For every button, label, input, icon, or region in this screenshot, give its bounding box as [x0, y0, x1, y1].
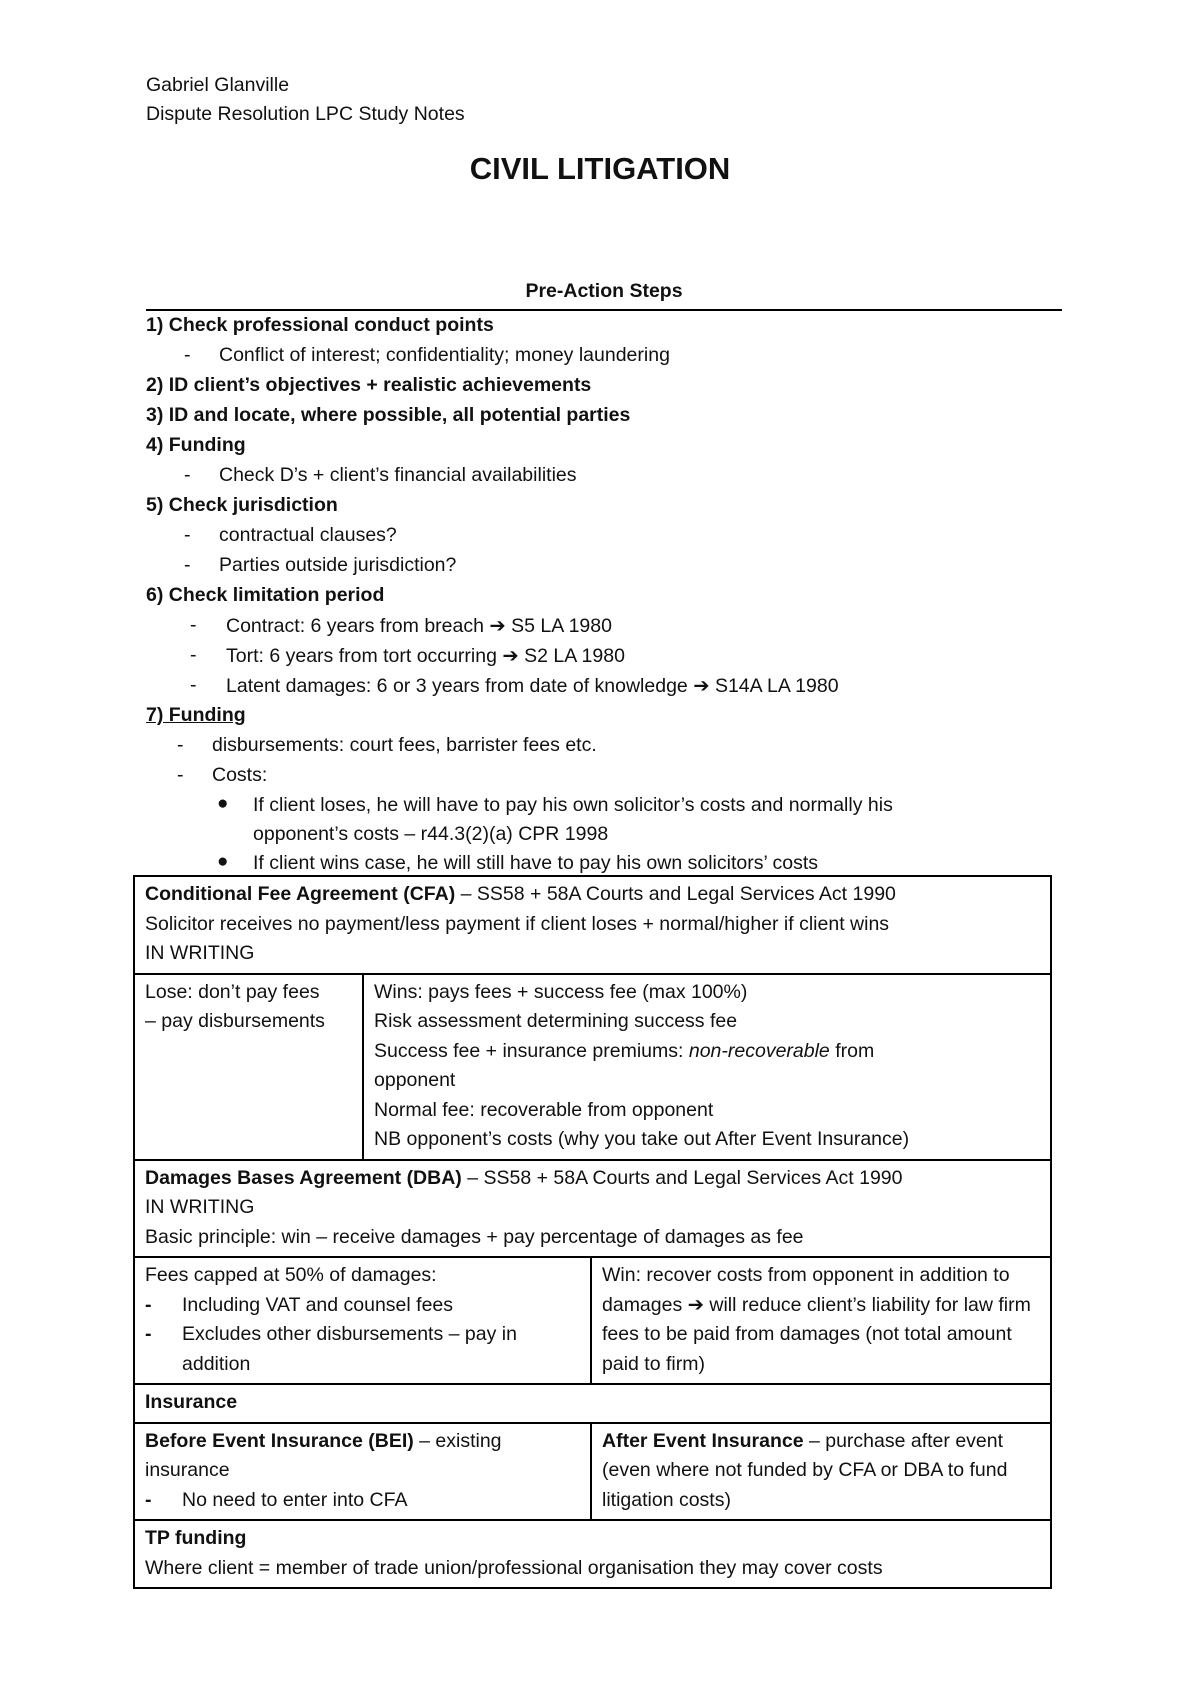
- cfa-description: Solicitor receives no payment/less payment if client loses + normal/higher if client wins: [145, 912, 890, 935]
- cfa-win-line-4: opponent: [374, 1069, 456, 1091]
- table-row: [134, 1423, 1051, 1521]
- cfa-win-cell: [363, 974, 1051, 1160]
- dash-marker: -: [177, 734, 184, 756]
- bei-rest: – existing insurance: [145, 1429, 502, 1481]
- step-5: 5) Check jurisdiction: [146, 494, 338, 516]
- step-5-detail-2: Parties outside jurisdiction?: [219, 554, 457, 576]
- step-4-detail: Check D’s + client’s financial availabilities: [219, 464, 577, 486]
- dash-marker: -: [184, 554, 191, 576]
- dba-title: Damages Bases Agreement (DBA): [145, 1166, 462, 1189]
- document-subtitle: Dispute Resolution LPC Study Notes: [146, 103, 465, 125]
- cfa-in-writing: IN WRITING: [145, 942, 255, 964]
- dash-marker: -: [184, 524, 191, 546]
- step-7: 7) Funding: [146, 704, 246, 726]
- insurance-heading: Insurance: [134, 1384, 1051, 1423]
- cfa-win-line-1: Wins: pays fees + success fee (max 100%): [374, 980, 748, 1003]
- cfa-win-line-5: Normal fee: recoverable from opponent: [374, 1098, 714, 1121]
- dash-marker: -: [190, 614, 197, 636]
- dash-marker: -: [190, 674, 197, 696]
- section-rule: [146, 309, 1062, 311]
- cfa-win-line-3a: Success fee + insurance premiums:: [374, 1039, 689, 1062]
- cfa-win-line-6: NB opponent’s costs (why you take out After Event Insurance): [374, 1128, 910, 1150]
- step-7-detail-2: Costs:: [212, 764, 268, 786]
- dash-marker: -: [184, 344, 191, 366]
- step-6-detail-1: Contract: 6 years from breach ➔ S5 LA 1980: [226, 615, 612, 637]
- bullet-dot: ●: [217, 793, 229, 814]
- tp-title: TP funding: [145, 1527, 247, 1549]
- dba-left-cell: [134, 1257, 591, 1384]
- step-6-detail-3: Latent damages: 6 or 3 years from date of knowledge ➔ S14A LA 1980: [226, 675, 839, 697]
- dba-in-writing: IN WRITING: [145, 1196, 255, 1218]
- funding-table: [133, 875, 1052, 1589]
- step-5-detail-1: contractual clauses?: [219, 524, 397, 546]
- bei-list: [145, 1486, 580, 1516]
- step-1-detail: Conflict of interest; confidentiality; money laundering: [219, 344, 670, 366]
- cfa-lose-cell: [134, 974, 363, 1160]
- list-item: - Excludes other disbursements – pay in addition: [145, 1320, 580, 1379]
- table-row: [134, 1384, 1051, 1423]
- cfa-lose-line-2: – pay disbursements: [145, 1010, 325, 1032]
- table-row: [134, 1257, 1051, 1384]
- tp-description: Where client = member of trade union/professional organisation they may cover costs: [145, 1556, 883, 1579]
- cfa-win-line-3c: from: [829, 1039, 875, 1062]
- cfa-win-line-2: Risk assessment determining success fee: [374, 1010, 738, 1032]
- section-heading: Pre-Action Steps: [525, 280, 683, 302]
- bullet-dot: ●: [217, 851, 229, 872]
- aei-rest: – purchase after event (even where not funded by CFA or DBA to fund litigation costs): [602, 1429, 1008, 1511]
- step-7-detail-1: disbursements: court fees, barrister fees etc.: [212, 734, 597, 756]
- costs-bullet-1-line-1: If client loses, he will have to pay his own solicitor’s costs and normally his: [253, 794, 893, 816]
- aei-cell: [591, 1423, 1051, 1521]
- step-1: 1) Check professional conduct points: [146, 314, 494, 336]
- cfa-header-cell: [134, 876, 1051, 974]
- table-row: [134, 974, 1051, 1160]
- author-name: Gabriel Glanville: [146, 74, 290, 96]
- list-item: - Including VAT and counsel fees: [145, 1291, 580, 1321]
- dba-cap-list: [145, 1291, 580, 1380]
- step-4: 4) Funding: [146, 434, 246, 456]
- costs-bullet-2: If client wins case, he will still have to pay his own solicitors’ costs: [253, 852, 818, 874]
- dba-cap: Fees capped at 50% of damages:: [145, 1264, 437, 1286]
- dba-title-rest: – SS58 + 58A Courts and Legal Services Act 1990: [461, 1166, 903, 1189]
- aei-title: After Event Insurance: [602, 1429, 804, 1452]
- table-row: [134, 1160, 1051, 1258]
- cfa-title-rest: – SS58 + 58A Courts and Legal Services Act 1990: [455, 883, 896, 905]
- step-3: 3) ID and locate, where possible, all potential parties: [146, 404, 631, 426]
- costs-bullet-1-line-2: opponent’s costs – r44.3(2)(a) CPR 1998: [253, 823, 609, 845]
- dash-marker: -: [190, 644, 197, 666]
- dba-header-cell: [134, 1160, 1051, 1258]
- list-item: - No need to enter into CFA: [145, 1486, 580, 1516]
- dba-right-cell: Win: recover costs from opponent in addition to damages ➔ will reduce client’s liability for law firm fees to be paid from damages (not total amount paid to firm): [591, 1257, 1051, 1384]
- cfa-win-line-3b: non-recoverable: [688, 1039, 830, 1062]
- step-2: 2) ID client’s objectives + realistic achievements: [146, 374, 592, 396]
- dash-marker: -: [177, 764, 184, 786]
- cfa-lose-line-1: Lose: don’t pay fees: [145, 980, 320, 1003]
- step-6-detail-2: Tort: 6 years from tort occurring ➔ S2 LA 1980: [226, 645, 625, 667]
- table-row: [134, 876, 1051, 974]
- table-row: [134, 1520, 1051, 1588]
- cfa-title: Conditional Fee Agreement (CFA): [145, 883, 456, 905]
- step-6: 6) Check limitation period: [146, 584, 385, 606]
- bei-title: Before Event Insurance (BEI): [145, 1429, 414, 1452]
- dba-principle: Basic principle: win – receive damages + pay percentage of damages as fee: [145, 1225, 804, 1248]
- bei-cell: [134, 1423, 591, 1521]
- page-title: CIVIL LITIGATION: [469, 151, 731, 186]
- dash-marker: -: [184, 464, 191, 486]
- tp-funding-cell: [134, 1520, 1051, 1588]
